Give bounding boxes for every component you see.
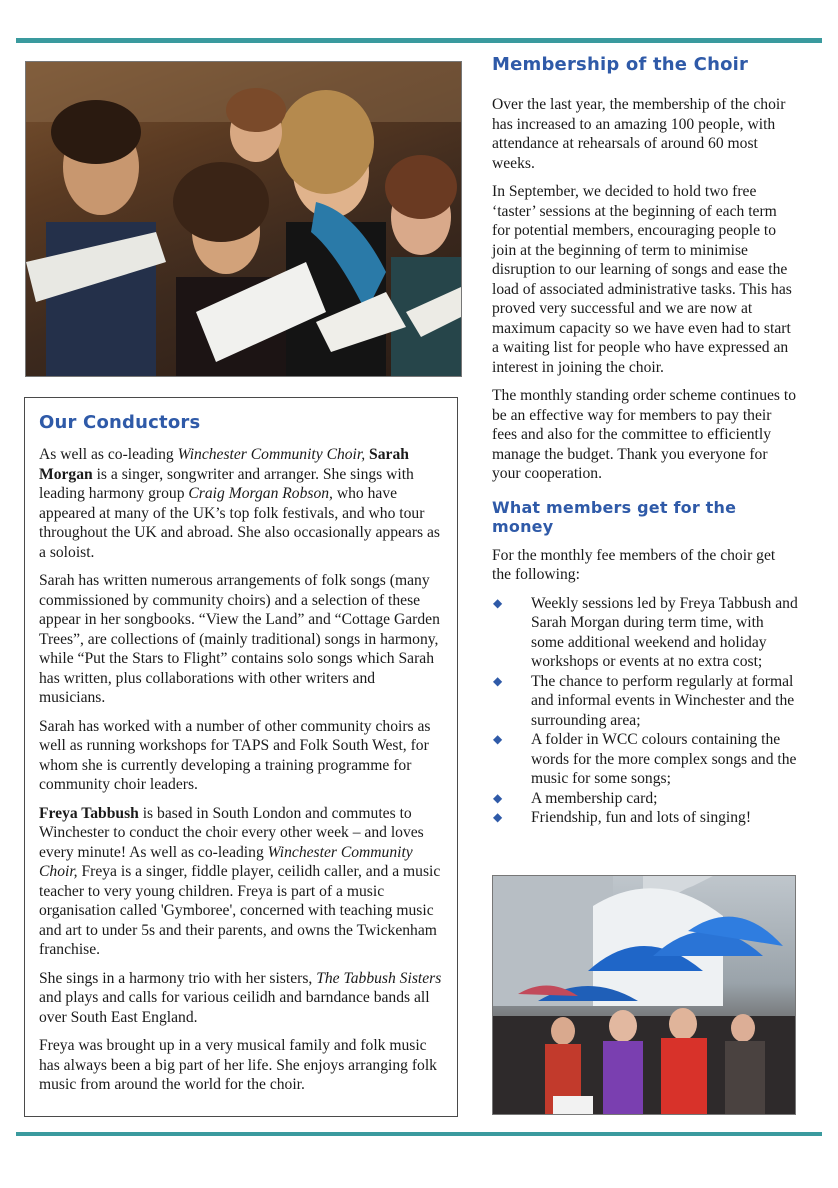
diamond-bullet-icon: ◆	[493, 595, 503, 610]
choir-singing-photo	[25, 61, 462, 377]
bottom-rule	[16, 1132, 822, 1136]
benefits-list	[492, 594, 798, 828]
money-intro: For the monthly fee members of the choir get the following:	[492, 546, 776, 583]
list-item: ◆ Weekly sessions led by Freya Tabbush and Sarah Morgan during term time, with some additional weekend and holiday workshops or events at no extra cost;	[493, 594, 798, 670]
diamond-bullet-icon: ◆	[493, 810, 503, 824]
list-item: ◆ The chance to perform regularly at formal and informal events in Winchester and the surrounding area;	[493, 672, 795, 729]
conductors-heading: Our Conductors	[39, 412, 201, 433]
membership-column	[492, 54, 798, 828]
conductors-section	[24, 397, 458, 1117]
diamond-bullet-icon: ◆	[493, 732, 503, 746]
membership-paragraph-1: Over the last year, the membership of the choir has increased to an amazing 100 people, with attendance at rehearsals of around 60 most weeks.	[492, 96, 786, 172]
diamond-bullet-icon: ◆	[493, 790, 503, 805]
umbrella-choir-photo	[492, 875, 796, 1115]
membership-paragraph-3: The monthly standing order scheme continues to be an effective way for members to pay their fees and also for the committee to efficiently manage the budget. Thank you everyone for your cooperation.	[492, 387, 797, 482]
money-heading: What members get for the money	[492, 497, 737, 536]
membership-paragraph-2: In September, we decided to hold two free ‘taster’ sessions at the beginning of each term for potential members, encouraging people to join at the beginning of term to minimise disruption to our learning of songs and ease the load of associated administrative tasks. This has proved very successful and we are now at maximum capacity so we have even had to start a waiting list for people who have expressed an interest in joining the choir.	[492, 183, 792, 376]
conductors-paragraph-3: Sarah has worked with a number of other community choirs as well as running workshops for TAPS and Folk South West, for whom she is currently developing a training programme for community choir leaders.	[39, 717, 431, 793]
conductors-paragraph-1: As well as co-leading Winchester Community Choir, Sarah Morgan is a singer, songwriter and arranger. She sings with leading harmony group Craig Morgan Robson, who have appeared at many of the UK’s top folk festivals, and who tour throughout the UK and abroad. She also occasionally appears as a soloist.	[39, 446, 440, 561]
conductors-paragraph-6: Freya was brought up in a very musical family and folk music has always been a big part of her life. She enjoys arranging folk music from around the world for the choir.	[39, 1037, 437, 1093]
membership-heading: Membership of the Choir	[492, 54, 749, 75]
list-item: ◆ A membership card;	[493, 789, 658, 807]
top-rule	[16, 38, 822, 43]
conductors-paragraph-4: Freya Tabbush is based in South London and commutes to Winchester to conduct the choir every other week – and loves every minute! As well as co-leading Winchester Community Choir, Freya is a singer, fiddle player, ceilidh caller, and a music teacher to very young children. Freya is part of a music organisation called 'Gymboree', concerned with teaching music and art to under 5s and their parents, and owns the Twickenham franchise.	[39, 804, 441, 958]
conductors-paragraph-2: Sarah has written numerous arrangements of folk songs (many commissioned by community choirs) and a selection of these appear in her songbooks. “View the Land” and “Cottage Garden Trees”, are collections of (mainly traditional) songs in harmony, while “Put the Stars to Flight” contains solo songs which Sarah has written, plus collaborations with other writers and musicians.	[39, 572, 440, 706]
diamond-bullet-icon: ◆	[493, 673, 503, 688]
list-item: ◆ Friendship, fun and lots of singing!	[493, 809, 752, 826]
list-item: ◆ A folder in WCC colours containing the words for the more complex songs and the music for some songs;	[493, 731, 797, 787]
conductors-paragraph-5: She sings in a harmony trio with her sisters, The Tabbush Sisters and plays and calls for various ceilidh and barndance bands all over South East England.	[39, 969, 442, 1026]
